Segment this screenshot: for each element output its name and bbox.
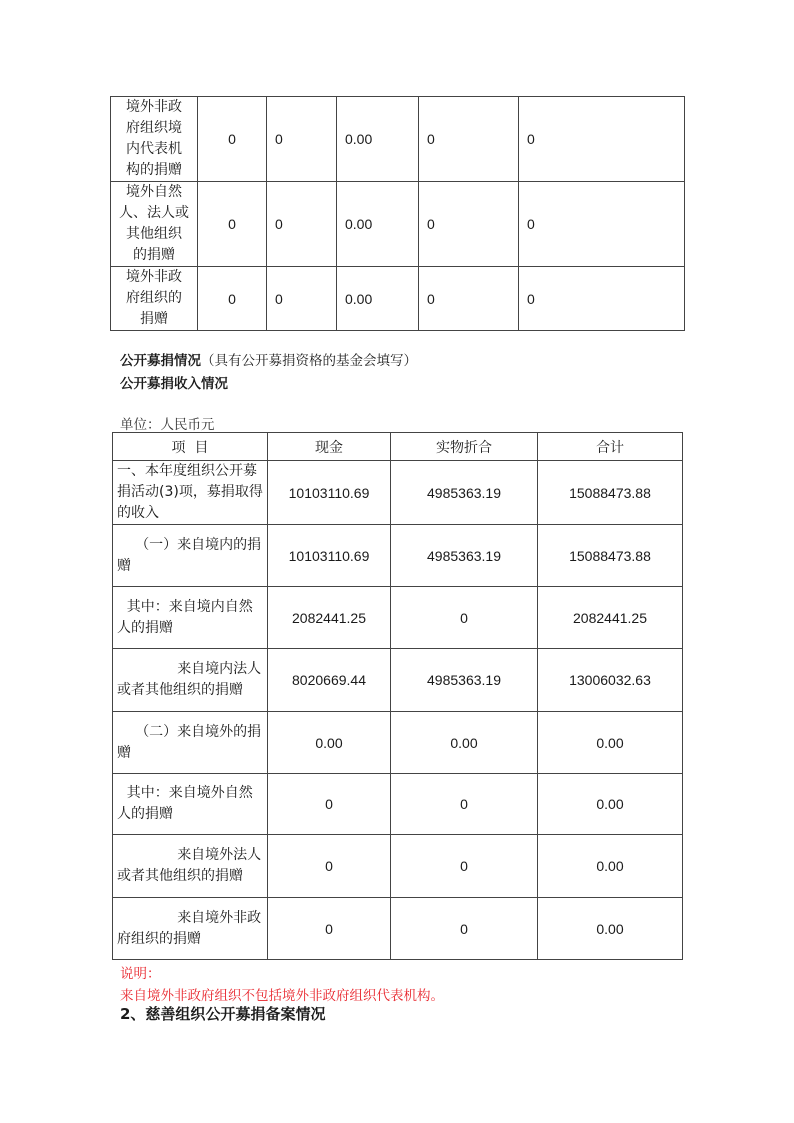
label-line: 府组织境 — [126, 120, 182, 136]
cell-value: 0 — [267, 267, 337, 331]
label-line: 境外非政 — [126, 99, 182, 115]
note-text: 来自境外非政府组织不包括境外非政府组织代表机构。 — [120, 988, 444, 1004]
note-title: 说明： — [120, 966, 161, 982]
total-value: 0.00 — [538, 712, 683, 774]
total-value: 13006032.63 — [538, 649, 683, 712]
total-value: 15088473.88 — [538, 461, 683, 525]
cell-value: 0.00 — [337, 97, 419, 182]
row-label — [111, 97, 198, 182]
cell-value: 0.00 — [337, 267, 419, 331]
in-kind-value: 0 — [391, 835, 538, 898]
label-line: 府组织的 — [126, 290, 182, 306]
label-line: 其他组织 — [126, 226, 182, 242]
in-kind-value: 4985363.19 — [391, 525, 538, 587]
section-subtitle: 公开募捐收入情况 — [120, 376, 228, 392]
cash-value: 0.00 — [268, 712, 391, 774]
cash-value: 10103110.69 — [268, 525, 391, 587]
row-label: 其中：来自境外自然人的捐赠 — [113, 774, 268, 835]
cell-value: 0 — [267, 97, 337, 182]
label-line: 的捐赠 — [133, 247, 175, 263]
public-fundraising-income-table — [112, 432, 683, 960]
next-section-heading: 2、慈善组织公开募捐备案情况 — [120, 1005, 326, 1023]
table-row — [113, 649, 683, 712]
cell-value: 0 — [519, 267, 685, 331]
cell-value: 0 — [267, 182, 337, 267]
row-label — [111, 267, 198, 331]
row-label: 其中：来自境内自然人的捐赠 — [113, 587, 268, 649]
row-label: 来自境外非政府组织的捐赠 — [113, 898, 268, 960]
table-row — [111, 267, 685, 331]
column-header: 现金 — [268, 433, 391, 461]
column-header: 实物折合 — [391, 433, 538, 461]
row-label: （一）来自境内的捐赠 — [113, 525, 268, 587]
cash-value: 0 — [268, 898, 391, 960]
total-value: 2082441.25 — [538, 587, 683, 649]
column-header: 项 目 — [113, 433, 268, 461]
row-label — [111, 182, 198, 267]
cash-value: 2082441.25 — [268, 587, 391, 649]
table-row — [113, 712, 683, 774]
row-label: 来自境内法人或者其他组织的捐赠 — [113, 649, 268, 712]
total-value: 0.00 — [538, 835, 683, 898]
in-kind-value: 4985363.19 — [391, 649, 538, 712]
label-line: 捐赠 — [140, 311, 168, 327]
column-header: 合计 — [538, 433, 683, 461]
label-line: 构的捐赠 — [126, 162, 182, 178]
unit-label: 单位：人民币元 — [120, 417, 215, 433]
table-row — [111, 97, 685, 182]
in-kind-value: 0 — [391, 587, 538, 649]
cell-value: 0 — [519, 97, 685, 182]
cell-value: 0 — [519, 182, 685, 267]
label-line: 内代表机 — [126, 141, 182, 157]
cash-value: 0 — [268, 835, 391, 898]
label-line: 人、法人或 — [119, 205, 189, 221]
cell-value: 0 — [419, 182, 519, 267]
cell-value: 0 — [198, 182, 267, 267]
section-title-bold: 公开募捐情况 — [120, 353, 201, 369]
row-label: （二）来自境外的捐赠 — [113, 712, 268, 774]
in-kind-value: 0 — [391, 898, 538, 960]
table-row — [113, 835, 683, 898]
cell-value: 0 — [198, 267, 267, 331]
row-label: 来自境外法人或者其他组织的捐赠 — [113, 835, 268, 898]
table-row — [113, 461, 683, 525]
table-row — [113, 525, 683, 587]
cell-value: 0.00 — [337, 182, 419, 267]
table-header-row — [113, 433, 683, 461]
cash-value: 8020669.44 — [268, 649, 391, 712]
section-title-note: （具有公开募捐资格的基金会填写） — [201, 353, 417, 369]
label-line: 境外自然 — [126, 184, 182, 200]
total-value: 0.00 — [538, 898, 683, 960]
row-label: 一、本年度组织公开募捐活动(3)项，募捐取得的收入 — [113, 461, 268, 525]
total-value: 0.00 — [538, 774, 683, 835]
cell-value: 0 — [198, 97, 267, 182]
label-line: 境外非政 — [126, 269, 182, 285]
cash-value: 0 — [268, 774, 391, 835]
total-value: 15088473.88 — [538, 525, 683, 587]
table-row — [111, 182, 685, 267]
overseas-donations-table — [110, 96, 685, 331]
cell-value: 0 — [419, 97, 519, 182]
table-row — [113, 587, 683, 649]
section-title — [120, 349, 417, 369]
in-kind-value: 0.00 — [391, 712, 538, 774]
cash-value: 10103110.69 — [268, 461, 391, 525]
cell-value: 0 — [419, 267, 519, 331]
table-row — [113, 774, 683, 835]
in-kind-value: 4985363.19 — [391, 461, 538, 525]
in-kind-value: 0 — [391, 774, 538, 835]
table-row — [113, 898, 683, 960]
